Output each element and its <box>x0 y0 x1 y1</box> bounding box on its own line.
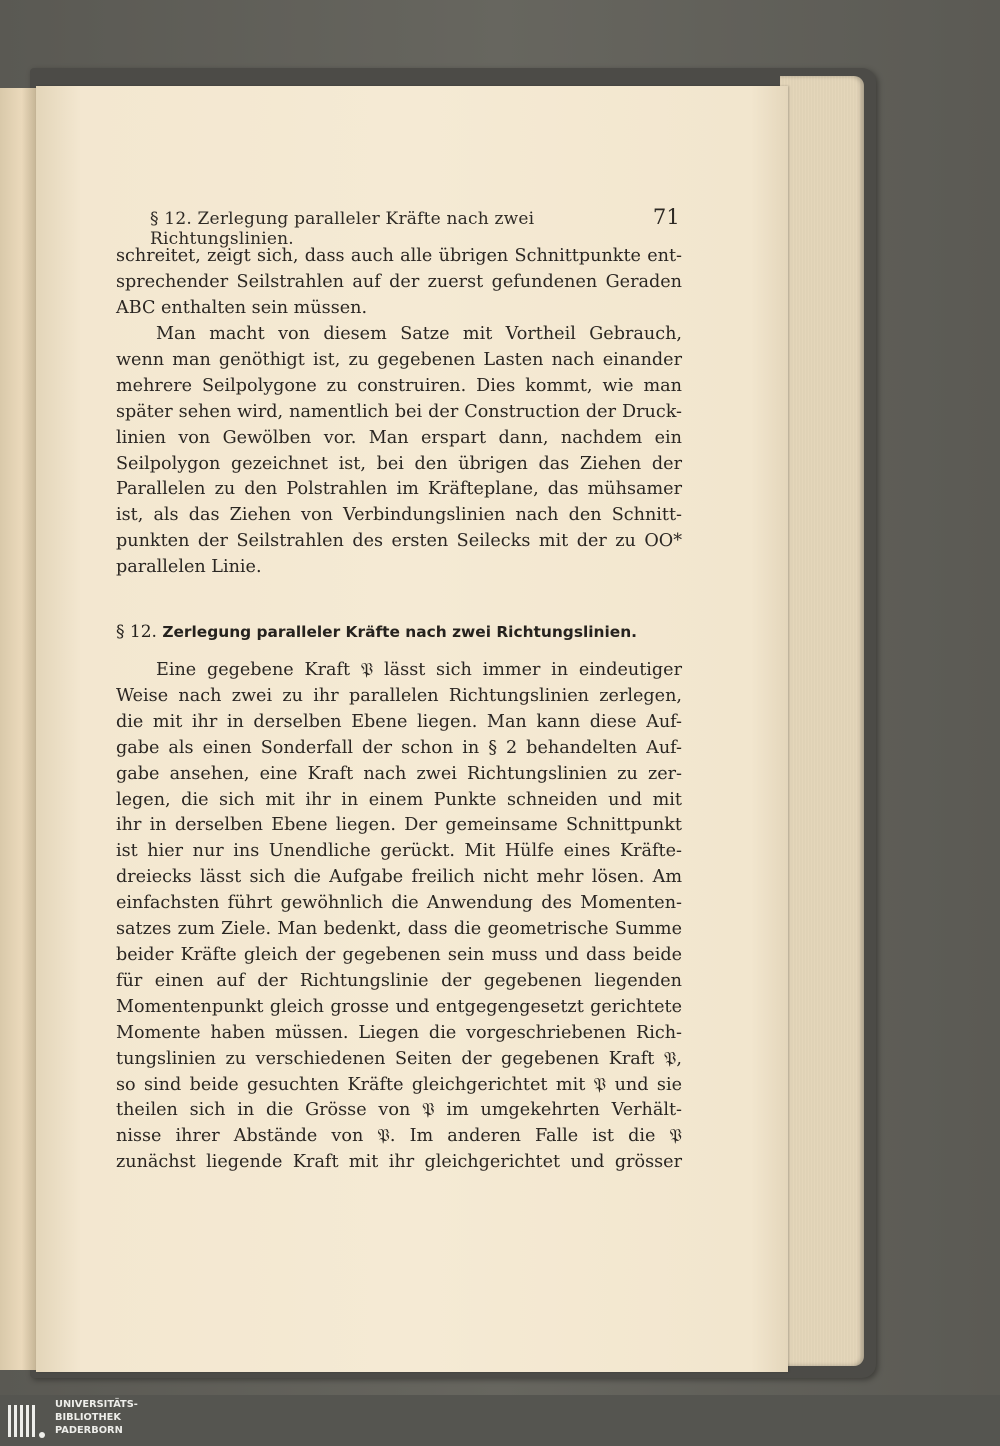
text-line: ist, als das Ziehen von Verbindungslinien nach den Schnitt- <box>116 505 682 526</box>
section-title: Zerlegung paralleler Kräfte nach zwei Richtungslinien. <box>162 623 638 641</box>
page-edges <box>780 76 864 1366</box>
left-page-edge <box>0 88 36 1370</box>
text-line: Seilpolygon gezeichnet ist, bei den übrigen das Ziehen der <box>116 453 682 474</box>
text-line: beider Kräfte gleich der gegebenen sein muss und dass beide <box>116 944 682 965</box>
paragraph-zerlegung <box>116 658 682 1176</box>
text-line: wenn man genöthigt ist, zu gegebenen Lasten nach einander <box>116 349 682 370</box>
text-line: Momentenpunkt gleich grosse und entgegengesetzt gerichtete <box>116 996 682 1017</box>
library-logo-text <box>55 1398 138 1437</box>
text-line: parallelen Linie. <box>116 557 262 578</box>
text-line: nisse ihrer Abstände von 𝔓. Im anderen Falle ist die 𝔓 <box>116 1126 682 1147</box>
page-number: 71 <box>652 205 680 229</box>
text-line: später sehen wird, namentlich bei der Construction der Druck- <box>116 401 682 422</box>
text-line: so sind beide gesuchten Kräfte gleichgerichtet mit 𝔓 und sie <box>116 1074 682 1095</box>
text-line: legen, die sich mit ihr in einem Punkte schneiden und mit <box>116 789 682 810</box>
text-line: dreiecks lässt sich die Aufgabe freilich nicht mehr lösen. Am <box>116 867 682 888</box>
library-logo-icon <box>6 1401 46 1441</box>
text-line: gabe als einen Sonderfall der schon in § 2 behandelten Auf- <box>116 737 682 758</box>
text-line: schreitet, zeigt sich, dass auch alle übrigen Schnittpunkte ent- <box>116 246 682 266</box>
text-line: tungslinien zu verschiedenen Seiten der gegebenen Kraft 𝔓, <box>116 1048 682 1069</box>
paragraph-continued <box>116 244 682 322</box>
text-line: Parallelen zu den Polstrahlen im Kräfteplane, das mühsamer <box>116 479 682 500</box>
logo-line: PADERBORN <box>55 1425 123 1436</box>
text-line: theilen sich in die Grösse von 𝔓 im umgekehrten Verhält- <box>116 1100 682 1121</box>
section-heading <box>116 622 682 642</box>
text-line: Weise nach zwei zu ihr parallelen Richtungslinien zerlegen, <box>116 685 682 706</box>
text-line: sprechender Seilstrahlen auf der zuerst gefundenen Geraden <box>116 271 682 292</box>
logo-line: UNIVERSITÄTS- <box>55 1399 138 1410</box>
library-footer <box>0 1395 1000 1446</box>
text-line: linien von Gewölben vor. Man erspart dann, nachdem ein <box>116 427 682 448</box>
text-line: zunächst liegende Kraft mit ihr gleichgerichtet und grösser <box>116 1152 682 1173</box>
running-header <box>150 205 680 249</box>
text-line: punkten der Seilstrahlen des ersten Seilecks mit der zu OO* <box>116 531 682 552</box>
running-title: § 12. Zerlegung paralleler Kräfte nach zwei Richtungslinien. <box>150 209 535 249</box>
text-line: ist hier nur ins Unendliche gerückt. Mit Hülfe eines Kräfte- <box>116 841 682 862</box>
text-line: ihr in derselben Ebene liegen. Der gemeinsame Schnittpunkt <box>116 815 682 836</box>
text-line: die mit ihr in derselben Ebene liegen. Man kann diese Auf- <box>116 711 682 732</box>
logo-line: BIBLIOTHEK <box>55 1412 121 1423</box>
section-number: § 12. <box>116 622 157 642</box>
text-line: Momente haben müssen. Liegen die vorgeschriebenen Rich- <box>116 1022 682 1043</box>
text-line: einfachsten führt gewöhnlich die Anwendung des Momenten- <box>116 893 682 914</box>
text-line: Eine gegebene Kraft 𝔓 lässt sich immer in eindeutiger <box>156 660 682 680</box>
text-line: für einen auf der Richtungslinie der gegebenen liegenden <box>116 970 682 991</box>
text-line: Man macht von diesem Satze mit Vortheil Gebrauch, <box>156 324 682 344</box>
text-line: satzes zum Ziele. Man bedenkt, dass die geometrische Summe <box>116 919 682 940</box>
text-line: ABC enthalten sein müssen. <box>116 297 368 318</box>
paragraph-seilpolygone <box>116 322 682 581</box>
text-line: mehrere Seilpolygone zu construiren. Dies kommt, wie man <box>116 375 682 396</box>
text-line: gabe ansehen, eine Kraft nach zwei Richtungslinien zu zer- <box>116 763 682 784</box>
